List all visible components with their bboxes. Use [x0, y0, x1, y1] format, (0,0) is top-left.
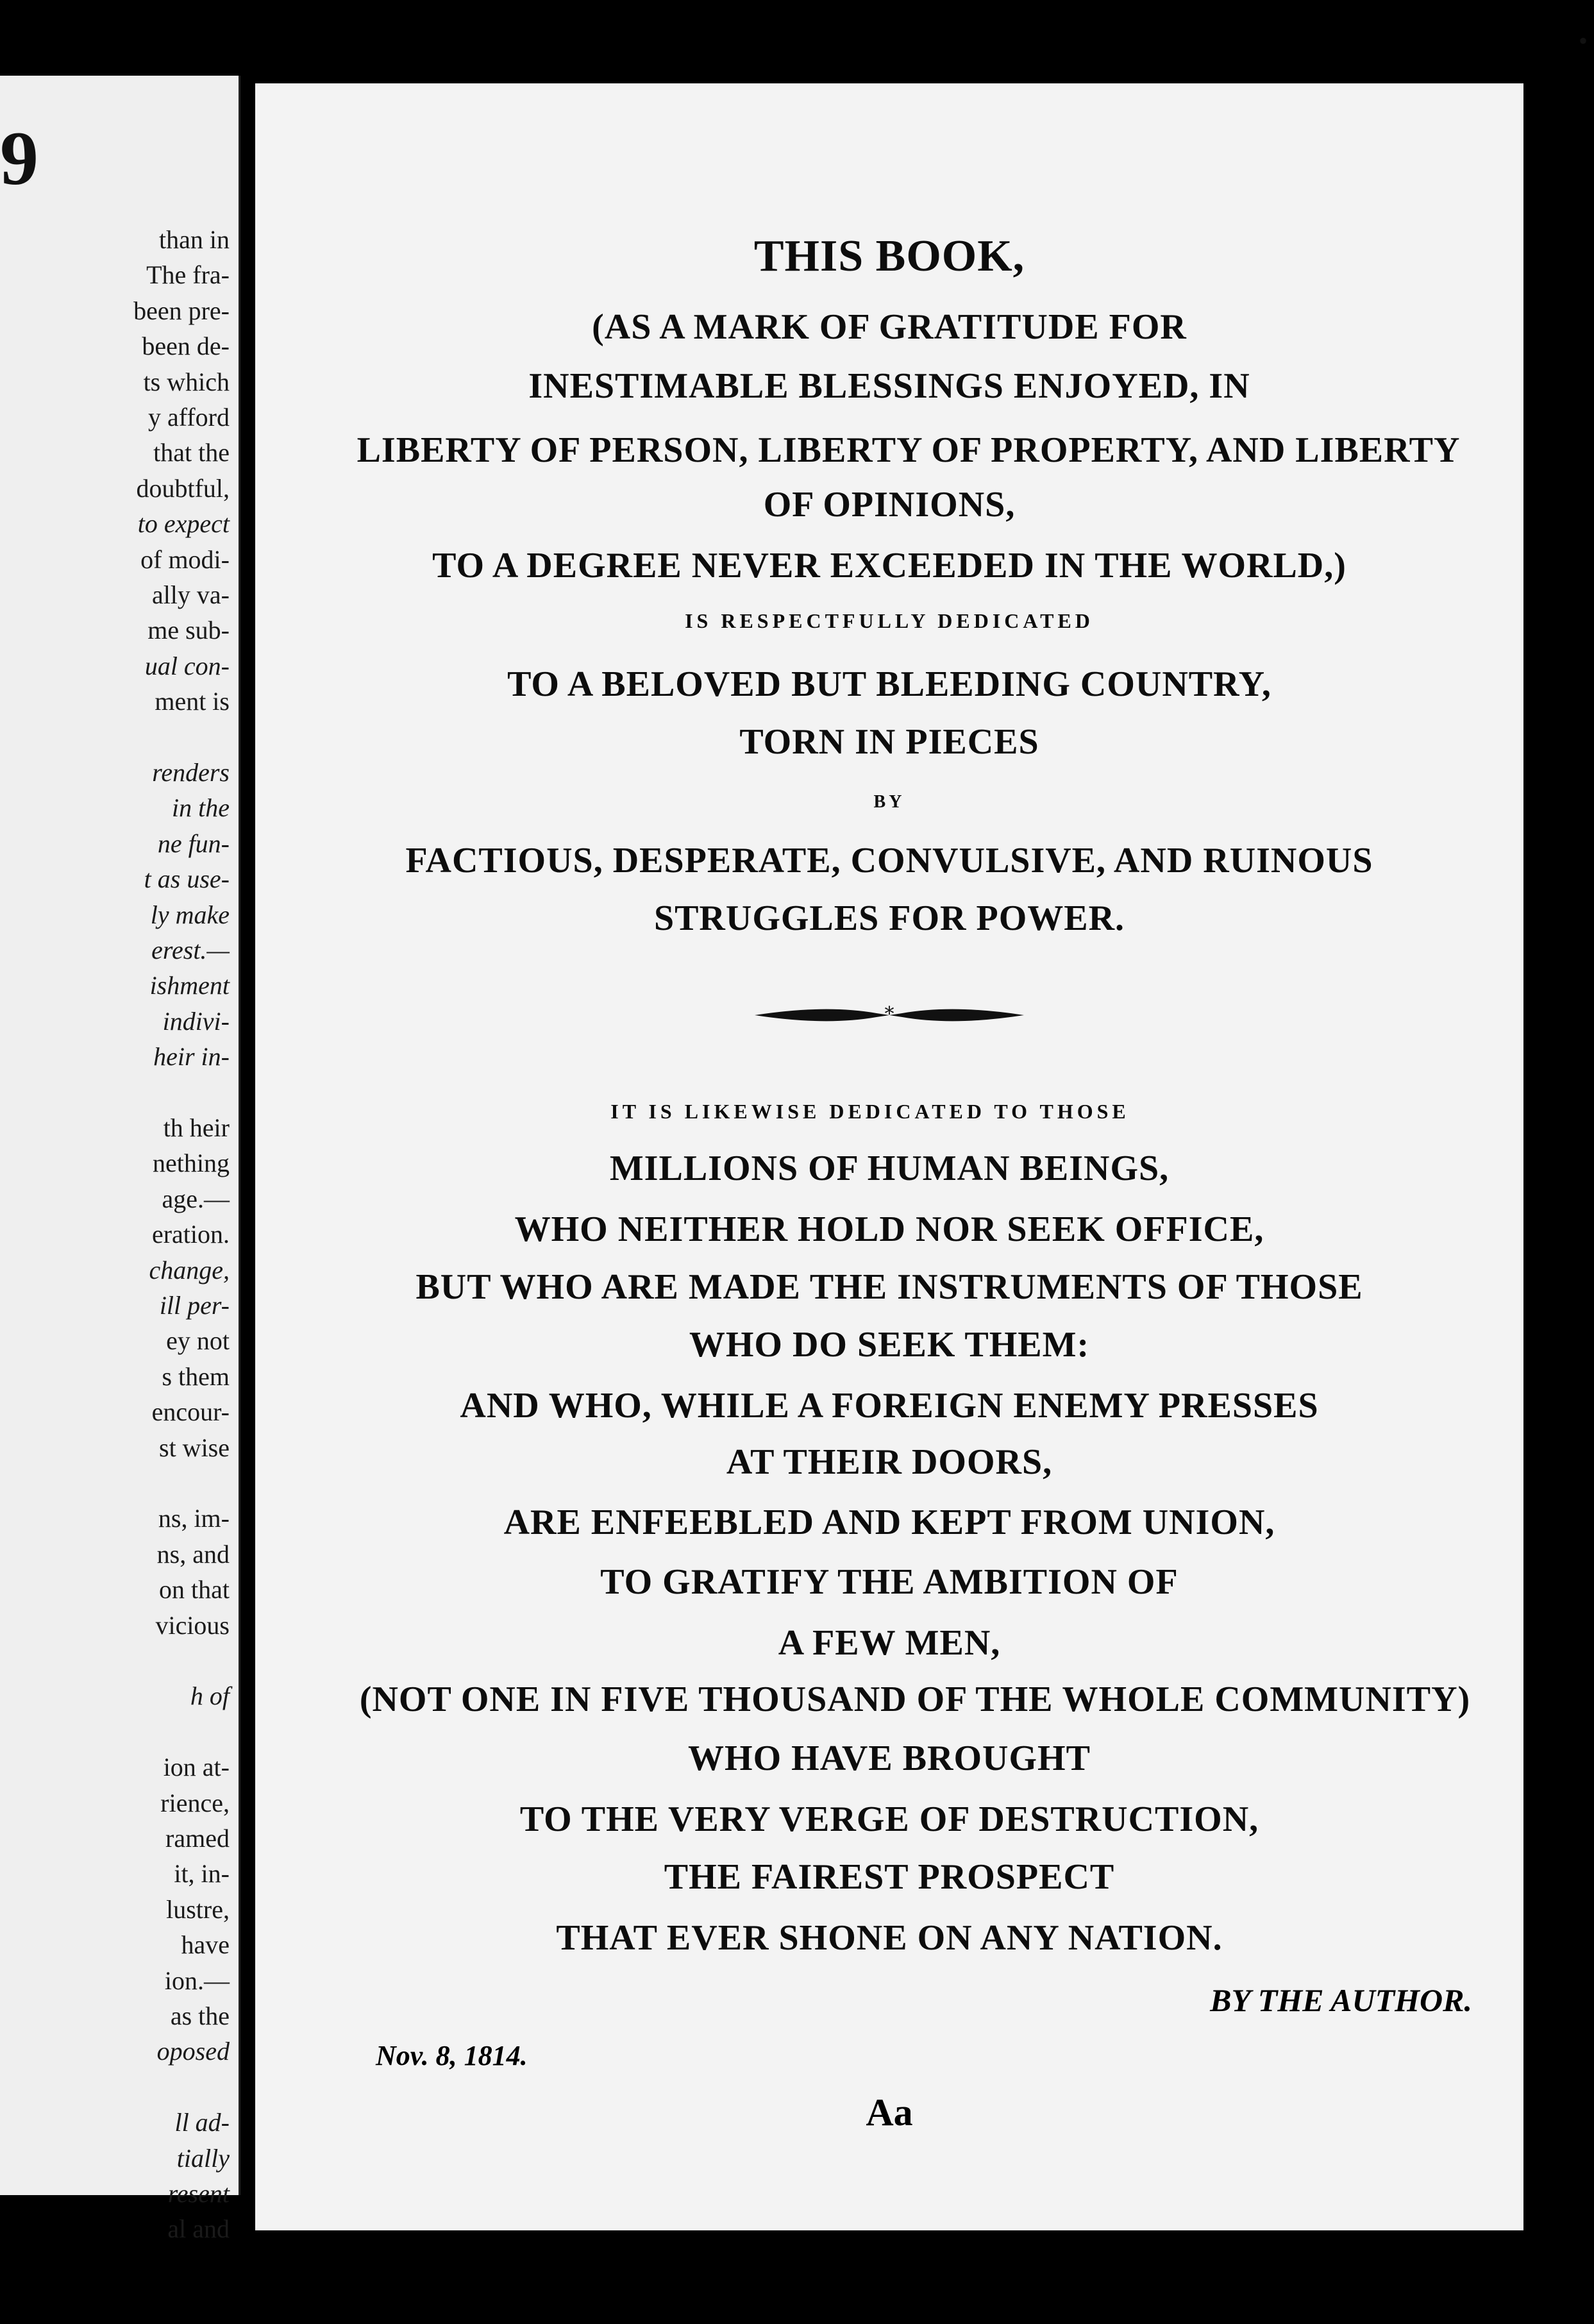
dedication-line: LIBERTY OF PERSON, LIBERTY OF PROPERTY, AND LIBERTY: [357, 430, 1461, 470]
dedication-line: (NOT ONE IN FIVE THOUSAND OF THE WHOLE COMMUNITY): [359, 1680, 1471, 1719]
dedication-line: WHO NEITHER HOLD NOR SEEK OFFICE,: [514, 1209, 1264, 1249]
left-page-line: that the: [153, 438, 230, 467]
dedication-page: [255, 83, 1523, 2230]
dedication-line: THAT EVER SHONE ON ANY NATION.: [556, 1918, 1223, 1958]
left-page-line: ne fun-: [157, 829, 230, 858]
left-page-line: it, in-: [174, 1859, 230, 1889]
left-page-line: t as use-: [144, 864, 230, 894]
left-page-line: renders: [152, 758, 230, 787]
likewise-label: IT IS LIKEWISE DEDICATED TO THOSE: [610, 1100, 1130, 1123]
signature-mark: Aa: [866, 2091, 913, 2134]
left-page-line: tially: [176, 2143, 230, 2173]
left-page-line: ey not: [166, 1326, 230, 1356]
left-page-line: in the: [172, 793, 230, 823]
left-page-line: to expect: [137, 509, 230, 539]
left-page-line: ion at-: [163, 1753, 230, 1782]
dedication-title: THIS BOOK,: [753, 232, 1025, 281]
left-page-line: ally va-: [151, 580, 230, 609]
dedication-line: THE FAIREST PROSPECT: [664, 1857, 1115, 1897]
left-page-line: th heir: [163, 1113, 230, 1142]
dedication-line: TO A BELOVED BUT BLEEDING COUNTRY,: [507, 664, 1271, 704]
left-page-line: ll ad-: [174, 2108, 230, 2137]
left-page-line: me sub-: [147, 616, 230, 645]
left-page-line: encour-: [151, 1397, 230, 1427]
left-page-line: vicious: [155, 1610, 230, 1640]
left-page-line: have: [181, 1930, 230, 1960]
left-page-line: age.—: [162, 1184, 230, 1213]
left-page-line: lustre,: [166, 1894, 230, 1924]
dedication-line: TO A DEGREE NEVER EXCEEDED IN THE WORLD,): [432, 546, 1347, 585]
left-page-line: ion.—: [164, 1966, 230, 1995]
left-page-line: than in: [159, 225, 230, 254]
dedication-line: TORN IN PIECES: [739, 722, 1039, 762]
left-page-line: y afford: [148, 403, 230, 432]
dedication-line: ARE ENFEEBLED AND KEPT FROM UNION,: [503, 1503, 1275, 1542]
left-page-line: al and: [167, 2214, 230, 2244]
left-page-line: s them: [162, 1361, 230, 1391]
left-page-line: eration.: [151, 1220, 230, 1249]
dedication-line: INESTIMABLE BLESSINGS ENJOYED, IN: [528, 366, 1250, 406]
svg-text:*: *: [884, 1003, 894, 1025]
date: Nov. 8, 1814.: [376, 2040, 528, 2071]
left-page-line: been pre-: [133, 296, 230, 325]
left-page-line: ns, and: [156, 1539, 230, 1569]
left-page-line: on that: [159, 1575, 230, 1604]
dedicated-label: IS RESPECTFULLY DEDICATED: [685, 609, 1094, 632]
corner-mark: •: [1578, 26, 1588, 55]
page-number: 9: [0, 115, 38, 201]
left-page-line: ramed: [165, 1824, 230, 1853]
author-credit: BY THE AUTHOR.: [1210, 1982, 1472, 2018]
left-page-line: oposed: [156, 2037, 230, 2066]
left-page-line: been de-: [142, 332, 230, 361]
left-page-line: ts which: [143, 367, 230, 396]
left-page-line: nething: [153, 1149, 230, 1178]
dedication-line: MILLIONS OF HUMAN BEINGS,: [609, 1149, 1170, 1188]
left-page-line: ill per-: [159, 1291, 230, 1320]
left-page-line: as the: [170, 2001, 230, 2030]
left-page-line: The fra-: [146, 260, 230, 290]
ornament-divider: [748, 999, 1030, 1031]
dedication-line: TO GRATIFY THE AMBITION OF: [600, 1562, 1179, 1602]
left-page-line: resent: [167, 2179, 230, 2208]
left-page-line: of modi-: [140, 544, 230, 574]
left-page-line: ment is: [155, 687, 230, 716]
left-page-line: ns, im-: [158, 1504, 230, 1533]
left-page-line: change,: [149, 1255, 230, 1284]
left-page-line: ual con-: [144, 651, 230, 680]
left-page-line: indivi-: [162, 1006, 230, 1036]
dedication-line: TO THE VERY VERGE OF DESTRUCTION,: [519, 1799, 1259, 1839]
left-page-line: doubtful,: [136, 473, 230, 503]
dedication-line: FACTIOUS, DESPERATE, CONVULSIVE, AND RUINOUS: [405, 841, 1373, 880]
dedication-line: WHO DO SEEK THEM:: [689, 1325, 1090, 1365]
by-label: BY: [873, 792, 905, 812]
left-page-fragment: [0, 76, 240, 2244]
dedication-line: WHO HAVE BROUGHT: [688, 1739, 1091, 1778]
dedication-line: STRUGGLES FOR POWER.: [653, 898, 1125, 938]
left-page-line: h of: [190, 1681, 230, 1711]
dedication-line: BUT WHO ARE MADE THE INSTRUMENTS OF THOSE: [415, 1267, 1363, 1307]
dedication-line: AND WHO, WHILE A FOREIGN ENEMY PRESSES: [460, 1386, 1319, 1426]
dedication-line: (AS A MARK OF GRATITUDE FOR: [592, 307, 1187, 347]
left-page-line: st wise: [159, 1433, 230, 1462]
left-page-line: heir in-: [153, 1042, 230, 1072]
left-page-line: ishment: [149, 971, 230, 1000]
left-page-line: ly make: [150, 900, 230, 929]
dedication-line: AT THEIR DOORS,: [726, 1442, 1053, 1482]
dedication-line: A FEW MEN,: [778, 1623, 1001, 1663]
left-page-line: rience,: [160, 1788, 230, 1817]
dedication-line: OF OPINIONS,: [763, 485, 1016, 525]
left-page-line: erest.—: [151, 936, 230, 964]
